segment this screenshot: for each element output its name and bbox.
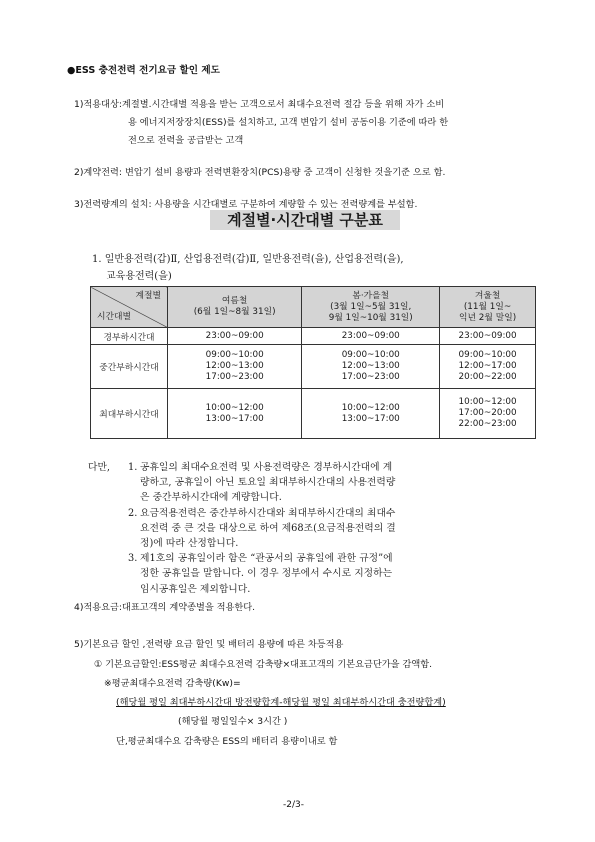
- time-range: 23:00~09:00: [205, 330, 264, 341]
- column-header-line: 익년 2월 말일): [459, 312, 517, 323]
- column-header-summer: [168, 287, 302, 328]
- item5-heading: 5)기본요금 할인 ,전력량 요금 할인 및 배터리 용량에 따른 차등적용: [74, 639, 344, 650]
- time-range: 09:00~10:00: [341, 350, 400, 360]
- time-range: 13:00~17:00: [205, 413, 264, 424]
- note-line: 정)에 따라 산정합니다.: [140, 538, 239, 550]
- note-number: 3.: [128, 553, 138, 565]
- time-range: 23:00~09:00: [341, 330, 400, 341]
- scan-subtitle-line2: 교육용전력(을): [106, 271, 172, 282]
- table-cell: [168, 389, 302, 439]
- table-cell: [168, 345, 302, 389]
- time-range: 12:00~13:00: [341, 361, 400, 371]
- notes-block: [88, 460, 396, 597]
- time-range: 23:00~09:00: [458, 330, 517, 341]
- table-cell: [168, 328, 302, 345]
- formula-note: 단,평균최대수요 감축량은 ESS의 배터리 용량이내로 함: [116, 736, 338, 747]
- note-line: 임시공휴일은 제외합니다.: [140, 583, 251, 595]
- table-cell: [302, 345, 440, 389]
- column-header-winter: [440, 287, 536, 328]
- row-label-peak-load: 최대부하시간대: [91, 389, 168, 439]
- time-range: 17:00~20:00: [458, 408, 517, 418]
- time-range: 09:00~10:00: [205, 350, 264, 360]
- column-header-line: 여름철: [221, 296, 248, 306]
- page-number: -2/3-: [283, 800, 304, 810]
- item4-text: 4)적용요금:대표고객의 계약종별을 적용한다.: [74, 602, 256, 613]
- corner-time-label: 시간대별: [97, 312, 131, 322]
- time-range: 10:00~12:00: [341, 402, 400, 413]
- scan-subtitle-line1: 1. 일반용전력(갑)Ⅱ, 산업용전력(갑)Ⅱ, 일반용전력(을), 산업용전력(을),: [92, 254, 404, 265]
- time-range: 12:00~17:00: [458, 361, 517, 371]
- notes-prefix: 다만,: [88, 462, 111, 473]
- note-line: 제1호의 공휴일이라 함은 “관공서의 공휴일에 관한 규정”에: [140, 553, 393, 565]
- item2-text: 2)계약전력: 변압기 설비 용량과 전력변환장치(PCS)용량 중 고객이 신청한 것을기준 으로 함.: [74, 167, 446, 178]
- formula-label: ※평균최대수요전력 감축량(Kw)=: [104, 678, 241, 689]
- table-cell: [302, 389, 440, 439]
- formula-numerator: (해당월 평일 최대부하시간대 방전량합계-해당월 평일 최대부하시간대 충전량합계): [116, 697, 446, 708]
- time-range: 17:00~23:00: [205, 372, 264, 382]
- row-label-mid-load: 중간부하시간대: [91, 345, 168, 389]
- time-range: 10:00~12:00: [205, 402, 264, 413]
- column-header-line: (3월 1일~5월 31일,: [330, 301, 412, 312]
- note-line: 요전력 중 큰 것을 대상으로 하여 제68조(요금적용전력의 결: [140, 522, 396, 534]
- corner-season-label: 계절별: [135, 291, 161, 301]
- column-header-line: 봄·가을철: [352, 290, 390, 301]
- item3-text: 3)전력량계의 설치: 사용량을 시간대별로 구분하여 계량할 수 있는 전력량계를 부설함.: [74, 199, 418, 210]
- note-1: [88, 460, 396, 506]
- time-range: 10:00~12:00: [458, 397, 517, 407]
- column-header-line: (11월 1일~: [463, 301, 512, 312]
- time-range: 09:00~10:00: [458, 350, 517, 360]
- note-line: 정한 공휴일을 말합니다. 이 경우 정부에서 수시로 지정하는: [140, 568, 393, 580]
- time-range: 13:00~17:00: [341, 413, 400, 424]
- note-3: [88, 551, 396, 597]
- season-time-table-image: [78, 210, 544, 594]
- item1-line2: 용 에너지저장장치(ESS)를 설치하고, 고객 변압기 설비 공동이용 기준에 따라 한: [128, 117, 449, 128]
- item1-line3: 전으로 전력을 공급받는 고객: [128, 135, 244, 146]
- item5-sub1: ① 기본요금할인:ESS평균 최대수요전력 감축량×대표고객의 기본요금단가을 감액함.: [94, 659, 433, 670]
- note-2: [88, 506, 396, 552]
- column-header-spring-autumn: [302, 287, 440, 328]
- column-header-line: (6월 1일~8월 31일): [193, 307, 276, 317]
- column-header-line: 겨울철: [474, 290, 501, 301]
- time-range: 20:00~22:00: [458, 372, 517, 382]
- note-line: 공휴일의 최대수요전력 및 사용전력량은 경부하시간대에 계: [140, 462, 393, 473]
- time-range: 12:00~13:00: [205, 361, 264, 371]
- note-number: 2.: [128, 507, 138, 519]
- table-cell: [440, 345, 536, 389]
- table-cell: [302, 328, 440, 345]
- season-time-table: [90, 286, 536, 439]
- document-title: ●ESS 충전전력 전기요금 할인 제도: [67, 65, 220, 76]
- formula-denominator: (해당월 평일일수× 3시간 ): [178, 716, 288, 727]
- note-line: 요금적용전력은 중간부하시간대와 최대부하시간대의 최대수: [140, 507, 396, 519]
- table-corner-cell: [91, 287, 168, 328]
- note-number: 1.: [128, 462, 138, 473]
- item1-line1: 1)적용대상:계절별.시간대별 적용을 받는 고객으로서 최대수요전력 절감 등을 위해 자가 소비: [74, 99, 445, 110]
- column-header-line: 9월 1일~10월 31일): [328, 312, 413, 323]
- table-cell: [440, 389, 536, 439]
- note-line: 은 중간부하시간대에 계량합니다.: [140, 492, 282, 504]
- table-cell: [440, 328, 536, 345]
- scan-heading: 계절별·시간대별 구분표: [210, 210, 400, 230]
- time-range: 22:00~23:00: [458, 419, 517, 429]
- note-line: 량하고, 공휴일이 아닌 토요일 최대부하시간대의 사용전력량: [140, 477, 396, 489]
- row-label-light-load: 경부하시간대: [91, 328, 168, 345]
- time-range: 17:00~23:00: [341, 372, 400, 382]
